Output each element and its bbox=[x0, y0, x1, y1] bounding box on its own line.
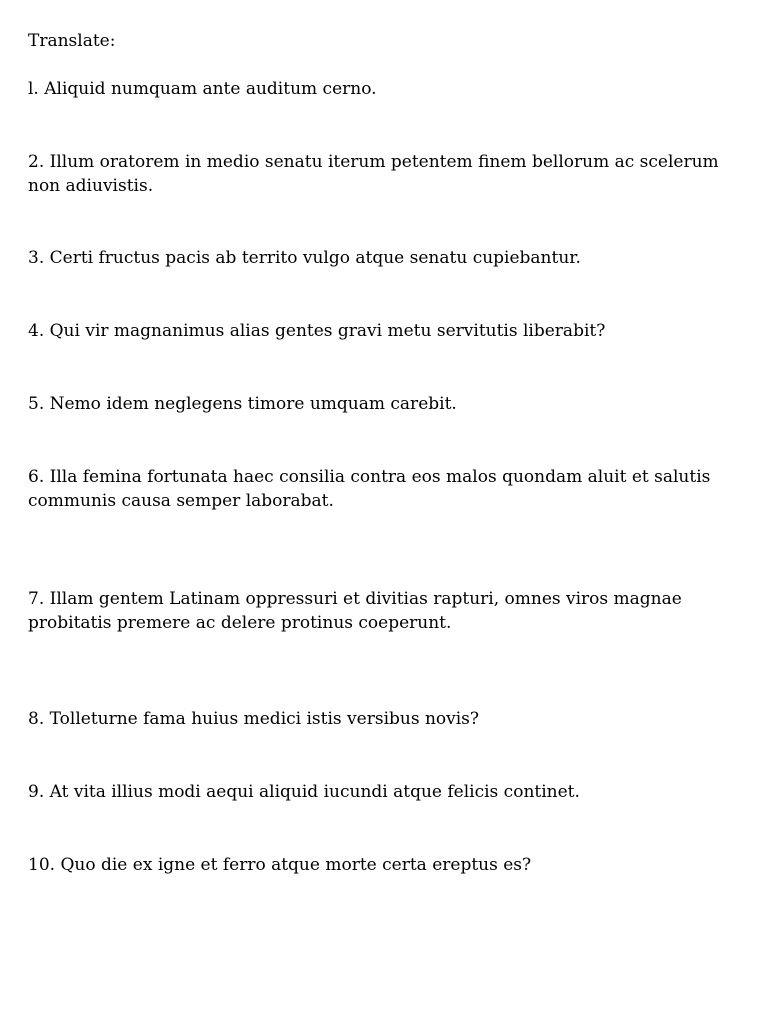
sentence-text: Aliquid numquam ante auditum cerno. bbox=[44, 79, 377, 99]
worksheet-heading: Translate: bbox=[28, 31, 116, 51]
sentence-2 bbox=[28, 150, 728, 198]
sentence-9 bbox=[28, 780, 728, 804]
sentence-text: Quo die ex igne et ferro atque morte certa ereptus es? bbox=[60, 855, 532, 875]
sentence-8 bbox=[28, 707, 728, 731]
sentence-number: 5. bbox=[28, 394, 50, 414]
sentence-number: 2. bbox=[28, 152, 50, 172]
sentence-4 bbox=[28, 319, 728, 343]
sentence-text: Illam gentem Latinam oppressuri et divitias rapturi, omnes viros magnae probitatis premere ac delere protinus coeperunt. bbox=[28, 589, 682, 633]
sentence-number: 7. bbox=[28, 589, 50, 609]
sentence-number: 9. bbox=[28, 782, 50, 802]
sentence-number: 3. bbox=[28, 248, 50, 268]
sentence-number: 10. bbox=[28, 855, 61, 875]
sentence-text: Illum oratorem in medio senatu iterum petentem finem bellorum ac scelerum non adiuvistis. bbox=[28, 152, 719, 196]
sentence-number: l. bbox=[28, 79, 45, 99]
sentence-text: Nemo idem neglegens timore umquam carebit. bbox=[49, 394, 457, 414]
sentence-5 bbox=[28, 392, 728, 416]
sentence-3 bbox=[28, 246, 728, 270]
sentence-number: 4. bbox=[28, 321, 50, 341]
sentence-number: 8. bbox=[28, 709, 50, 729]
sentence-text: Qui vir magnanimus alias gentes gravi metu servitutis liberabit? bbox=[49, 321, 606, 341]
sentence-1 bbox=[28, 77, 728, 101]
sentence-text: Certi fructus pacis ab territo vulgo atque senatu cupiebantur. bbox=[49, 248, 581, 268]
sentence-10 bbox=[28, 853, 728, 877]
sentence-text: Illa femina fortunata haec consilia contra eos malos quondam aluit et salutis communis causa semper laborabat. bbox=[28, 467, 711, 511]
sentence-text: At vita illius modi aequi aliquid iucundi atque felicis continet. bbox=[49, 782, 580, 802]
sentence-7 bbox=[28, 587, 728, 635]
sentence-number: 6. bbox=[28, 467, 50, 487]
sentence-6 bbox=[28, 465, 728, 513]
sentence-text: Tolleturne fama huius medici istis versibus novis? bbox=[49, 709, 480, 729]
